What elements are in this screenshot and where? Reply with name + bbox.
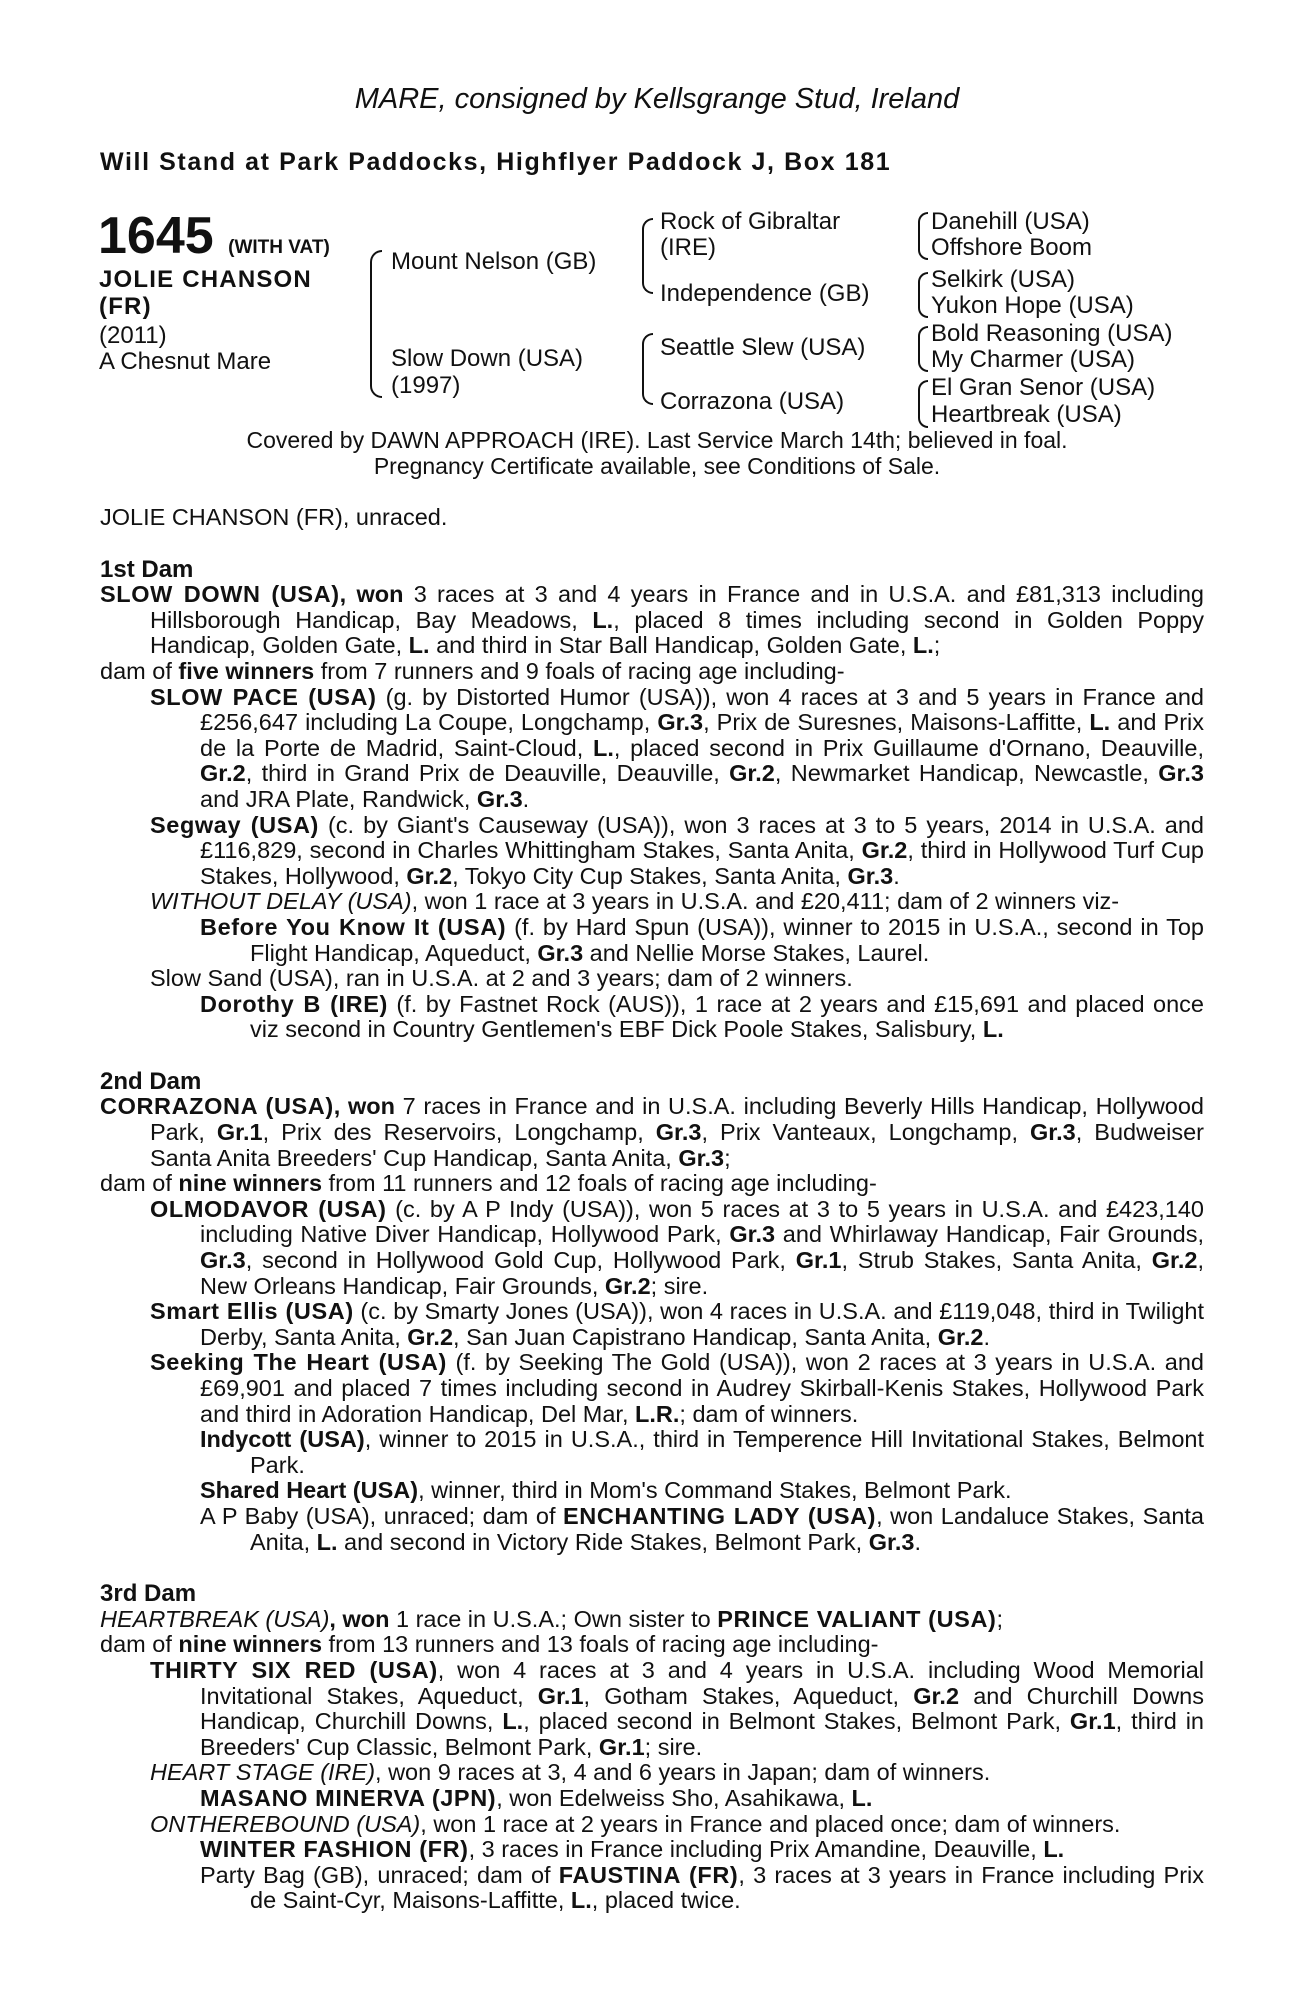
pedigree-ssd: Offshore Boom xyxy=(931,234,1092,261)
dam3-foal-thirty-six-red: THIRTY SIX RED (USA) xyxy=(150,1656,438,1683)
dam1-para-7: Slow Sand (USA), ran in U.S.A. at 2 and 3 years; dam of 2 winners. xyxy=(150,965,853,992)
dam2-para-8: A P Baby (USA), unraced; dam of ENCHANTING LADY (USA), won Landaluce Stakes, Santa Anita, L. and second in Victory Ride Stakes, Belmont Park, Gr.3. xyxy=(200,1502,1204,1555)
granddaughter-indycott: Indycott (USA) xyxy=(200,1426,365,1453)
pedigree-dds: El Gran Senor (USA) xyxy=(931,374,1156,401)
dam1-para-8: Dorothy B (IRE) (f. by Fastnet Rock (AUS)), 1 race at 2 years and £15,691 and placed once viz second in Country Gentlemen's EBF Dick Poole Stakes, Salisbury, L. xyxy=(200,990,1204,1043)
dam1-para-6: Before You Know It (USA) (f. by Hard Spun (USA)), winner to 2015 in U.S.A., second in Top Flight Handicap, Aqueduct, Gr.3 and Nellie Morse Stakes, Laurel. xyxy=(200,913,1204,966)
pedigree-sire-sire-line1: Rock of Gibraltar xyxy=(660,208,841,235)
dam2-name: CORRAZONA (USA) xyxy=(100,1093,334,1120)
pedigree-dam-sire: Seattle Slew (USA) xyxy=(660,334,866,361)
pedigree-dam-line2: (1997) xyxy=(391,372,461,399)
dam3-para-6: ONTHEREBOUND (USA), won 1 race at 2 years in France and placed once; dam of winners. xyxy=(150,1810,1121,1837)
produce-record xyxy=(100,505,1204,1914)
dam2-para-1: CORRAZONA (USA), won 7 races in France and in U.S.A. including Beverly Hills Handicap, Hollywood Park, Gr.1, Prix des Reservoirs, Longchamp, Gr.3, Prix Vanteaux, Longchamp, Gr.3, Budweiser Santa Anita Breeders' Cup Handicap, Santa Anita, Gr.3; xyxy=(100,1093,1204,1171)
dam1-para-1: SLOW DOWN (USA), won 3 races at 3 and 4 years in France and in U.S.A. and £81,313 including Hillsborough Handicap, Bay Meadows, L., placed 8 times including second in Golden Poppy Handicap, Golden Gate, L. and third in Star Ball Handicap, Golden Gate, L.; xyxy=(100,581,1204,659)
pedigree-brace-sire xyxy=(642,218,653,294)
dam1-foal-without-delay: WITHOUT DELAY (USA) xyxy=(150,888,412,915)
dam2-para-2: dam of nine winners from 11 runners and 12 foals of racing age including- xyxy=(100,1170,877,1197)
dam2-foal-seeking-the-heart: Seeking The Heart (USA) xyxy=(150,1349,447,1376)
dam1-heading: 1st Dam xyxy=(100,555,194,583)
dam2-para-6: Indycott (USA), winner to 2015 in U.S.A., third in Temperence Hill Invitational Stakes, Belmont Park. xyxy=(200,1426,1205,1478)
intro-line: JOLIE CHANSON (FR), unraced. xyxy=(100,504,448,530)
dam2-para-7: Shared Heart (USA), winner, third in Mom's Command Stakes, Belmont Park. xyxy=(200,1477,1012,1504)
horse-year: (2011) xyxy=(99,322,167,349)
descendant-enchanting-lady: ENCHANTING LADY (USA) xyxy=(563,1502,877,1529)
horse-description: A Chesnut Mare xyxy=(99,348,272,375)
dam2-para-5: Seeking The Heart (USA) (f. by Seeking The Gold (USA)), won 2 races at 3 years in U.S.A. and £69,901 and placed 7 times including second in Audrey Skirball-Kenis Stakes, Hollywood Park and third in Adoration Handicap, Del Mar, L.R.; dam of winners. xyxy=(150,1349,1205,1427)
dam3-para-2: dam of nine winners from 13 runners and 13 foals of racing age including- xyxy=(100,1631,879,1658)
covered-line2: Pregnancy Certificate available, see Conditions of Sale. xyxy=(373,453,941,479)
pedigree-sire-sire-line2: (IRE) xyxy=(660,234,716,261)
descendant-faustina: FAUSTINA (FR) xyxy=(558,1861,739,1888)
dam3-para-4: HEART STAGE (IRE), won 9 races at 3, 4 and 6 years in Japan; dam of winners. xyxy=(150,1759,991,1786)
pedigree-sss: Danehill (USA) xyxy=(931,208,1090,235)
pedigree-sdd: Yukon Hope (USA) xyxy=(931,292,1134,319)
dam1-para-4: Segway (USA) (c. by Giant's Causeway (USA)), won 3 races at 3 to 5 years, 2014 in U.S.A. and £116,829, second in Charles Whittingham Stakes, Santa Anita, Gr.2, third in Hollywood Turf Cup Stakes, Hollywood, Gr.2, Tokyo City Cup Stakes, Santa Anita, Gr.3. xyxy=(150,811,1204,889)
dam2-heading: 2nd Dam xyxy=(100,1067,202,1095)
dam3-name: HEARTBREAK (USA) xyxy=(100,1605,330,1632)
pedigree-sds: Selkirk (USA) xyxy=(931,266,1076,293)
pedigree-dam-line1: Slow Down (USA) xyxy=(391,345,584,372)
covered-line1: Covered by DAWN APPROACH (IRE). Last Service March 14th; believed in foal. xyxy=(246,427,1068,453)
dam3-foal-heart-stage: HEART STAGE (IRE) xyxy=(150,1759,376,1786)
dam1-name: SLOW DOWN (USA) xyxy=(100,581,340,608)
lot-block xyxy=(98,207,330,274)
dam1-para-5: WITHOUT DELAY (USA), won 1 race at 3 years in U.S.A. and £20,411; dam of 2 winners viz- xyxy=(150,888,1120,915)
dam3-heading: 3rd Dam xyxy=(100,1580,197,1608)
dam1-para-3: SLOW PACE (USA) (g. by Distorted Humor (USA)), won 4 races at 3 and 5 years in France and £256,647 including La Coupe, Longchamp, Gr.3, Prix de Suresnes, Maisons-Laffitte, L. and Prix de la Porte de Madrid, Saint-Cloud, L., placed second in Prix Guillaume d'Ornano, Deauville, Gr.2, third in Grand Prix de Deauville, Deauville, Gr.2, Newmarket Handicap, Newcastle, Gr.3 and JRA Plate, Randwick, Gr.3. xyxy=(150,683,1205,812)
pedigree-dss: Bold Reasoning (USA) xyxy=(931,320,1173,347)
pedigree-sire-dam: Independence (GB) xyxy=(660,280,870,307)
granddaughter-shared-heart: Shared Heart (USA) xyxy=(200,1477,419,1504)
stand-location: Will Stand at Park Paddocks, Highflyer Paddock J, Box 181 xyxy=(100,148,892,176)
granddaughter-masano-minerva: MASANO MINERVA (JPN) xyxy=(200,1784,497,1811)
pedigree-brace-ds xyxy=(918,326,928,372)
granddaughter-winter-fashion: WINTER FASHION (FR) xyxy=(200,1836,469,1863)
dam3-para-7: WINTER FASHION (FR), 3 races in France including Prix Amandine, Deauville, L. xyxy=(200,1836,1065,1863)
pedigree-brace-dd xyxy=(918,380,928,428)
dam1-foal-slow-pace: SLOW PACE (USA) xyxy=(150,683,377,710)
dam3-foal-onthere-bound: ONTHEREBOUND (USA) xyxy=(150,1810,421,1837)
dam2-foal-smart-ellis: Smart Ellis (USA) xyxy=(150,1298,354,1325)
granddaughter-before-you-know-it: Before You Know It (USA) xyxy=(200,913,507,940)
pedigree-sire: Mount Nelson (GB) xyxy=(391,248,597,275)
dam3-para-3: THIRTY SIX RED (USA), won 4 races at 3 and 4 years in U.S.A. including Wood Memorial Invitational Stakes, Aqueduct, Gr.1, Gotham Stakes, Aqueduct, Gr.2 and Churchill Downs Handicap, Churchill Downs, L., placed second in Belmont Stakes, Belmont Park, Gr.1, third in Breeders' Cup Classic, Belmont Park, Gr.1; sire. xyxy=(150,1656,1205,1760)
pedigree-brace-ss xyxy=(918,212,928,260)
dam3-para-8: Party Bag (GB), unraced; dam of FAUSTINA (FR), 3 races at 3 years in France including Prix de Saint-Cyr, Maisons-Laffitte, L., placed twice. xyxy=(200,1861,1204,1914)
granddaughter-dorothy-b: Dorothy B (IRE) xyxy=(200,990,388,1017)
pedigree-ddd: Heartbreak (USA) xyxy=(931,401,1122,428)
dam1-para-2: dam of five winners from 7 runners and 9 foals of racing age including- xyxy=(100,657,845,684)
dam2-foal-olmodavor: OLMODAVOR (USA) xyxy=(150,1195,387,1222)
dam2-para-4: Smart Ellis (USA) (c. by Smarty Jones (USA)), won 4 races in U.S.A. and £119,048, third in Twilight Derby, Santa Anita, Gr.2, San Juan Capistrano Handicap, Santa Anita, Gr.2. xyxy=(150,1298,1204,1350)
pedigree-brace-gen1 xyxy=(370,250,382,398)
dam3-para-5: MASANO MINERVA (JPN), won Edelweiss Sho, Asahikawa, L. xyxy=(200,1784,873,1811)
consignor-title: MARE, consigned by Kellsgrange Stud, Ireland xyxy=(354,83,960,115)
dam1-foal-segway: Segway (USA) xyxy=(150,811,319,838)
lot-number: 1645 xyxy=(98,207,214,265)
pedigree-dam-dam: Corrazona (USA) xyxy=(660,388,845,415)
horse-name-line2: (FR) xyxy=(99,293,152,320)
dam3-para-1: HEARTBREAK (USA), won 1 race in U.S.A.; Own sister to PRINCE VALIANT (USA); xyxy=(100,1605,1003,1632)
dam2-para-3: OLMODAVOR (USA) (c. by A P Indy (USA)), won 5 races at 3 to 5 years in U.S.A. and £423,140 including Native Diver Handicap, Hollywood Park, Gr.3 and Whirlaway Handicap, Fair Grounds, Gr.3, second in Hollywood Gold Cup, Hollywood Park, Gr.1, Strub Stakes, Santa Anita, Gr.2, New Orleans Handicap, Fair Grounds, Gr.2; sire. xyxy=(150,1195,1204,1299)
vat-note: (WITH VAT) xyxy=(228,237,330,258)
sister-prince-valiant: PRINCE VALIANT (USA) xyxy=(717,1605,997,1632)
pedigree-dsd: My Charmer (USA) xyxy=(931,346,1136,373)
horse-name-line1: JOLIE CHANSON xyxy=(99,266,312,293)
pedigree-brace-sd xyxy=(918,272,928,318)
pedigree-brace-dam xyxy=(642,333,653,405)
